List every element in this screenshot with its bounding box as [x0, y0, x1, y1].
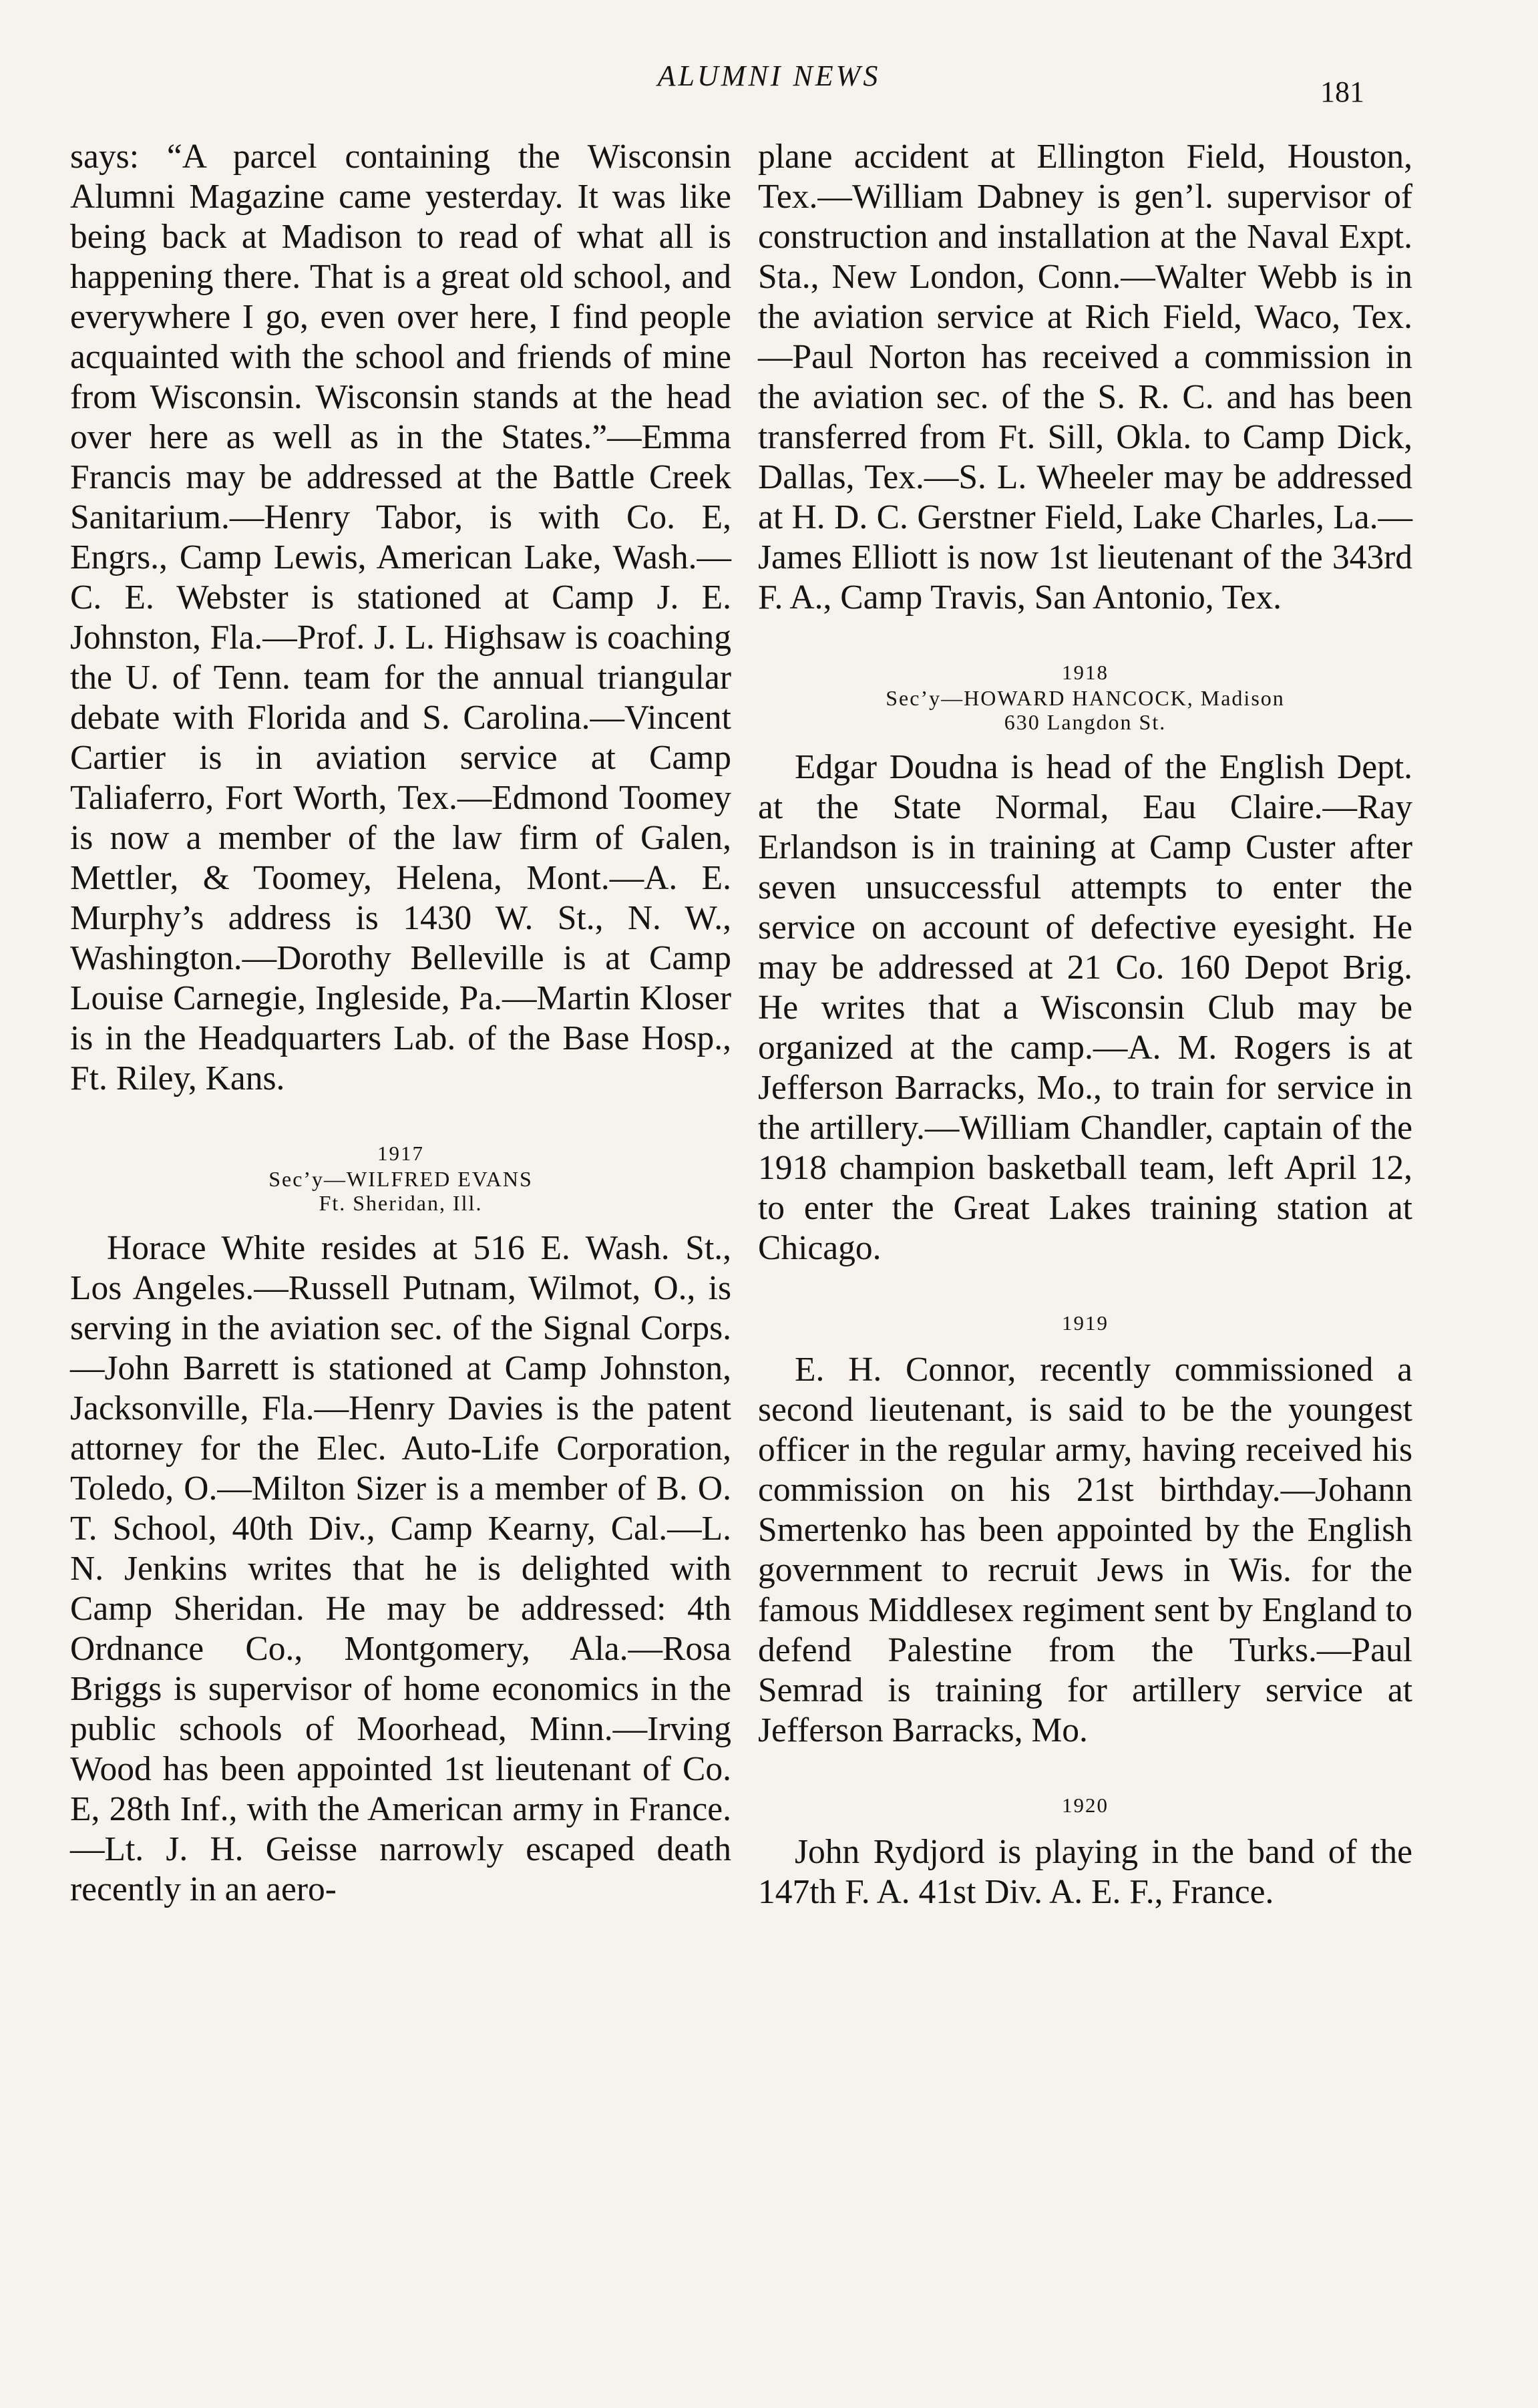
class-notes-1920: John Rydjord is playing in the band of the 147th F. A. 41st Div. A. E. F., France. — [758, 1833, 1412, 1911]
left-column — [70, 137, 731, 1910]
secretary-name-1917: Sec’y—WILFRED EVANS — [268, 1167, 533, 1191]
class-secretary-1918 — [758, 686, 1412, 734]
class-notes-1919: E. H. Connor, recently commissioned a second lieutenant, is said to be the youngest officer in the regular army, having received his commission on his 21st birthday.—Johann Smertenko has been appointed by the English government to recruit Jews in Wis. for the famous Middlesex regiment sent by England to defend Palestine from the Turks.—Paul Semrad is training for artillery service at Jefferson Barracks, Mo. — [758, 1351, 1412, 1749]
continued-paragraph-left: says: “A parcel containing the Wisconsin Alumni Magazine came yesterday. It was like being back at Madison to read of what all is happening there. That is a great old school, and everywhere I go, even over here, I find people acquainted with the school and friends of mine from Wisconsin. Wisconsin stands at the head over here as well as in the States.”—Emma Francis may be addressed at the Battle Creek Sanitarium.—Henry Tabor, is with Co. E, Engrs., Camp Lewis, American Lake, Wash.—C. E. Webster is stationed at Camp J. E. Johnston, Fla.—Prof. J. L. Highsaw is coaching the U. of Tenn. team for the annual triangular debate with Florida and S. Carolina.—Vincent Cartier is in aviation service at Camp Taliaferro, Fort Worth, Tex.—Edmond Toomey is now a member of the law firm of Galen, Mettler, & Toomey, Helena, Mont.—A. E. Murphy’s address is 1430 W. St., N. W., Washington.—Dorothy Belleville is at Camp Louise Carnegie, Ingleside, Pa.—Martin Kloser is in the Headquarters Lab. of the Base Hosp., Ft. Riley, Kans. — [70, 138, 731, 1097]
continued-paragraph-right: plane accident at Ellington Field, Houston, Tex.—William Dabney is gen’l. supervisor of construction and installation at the Naval Expt. Sta., New London, Conn.—Walter Webb is in the aviation service at Rich Field, Waco, Tex.—Paul Norton has received a commission in the aviation sec. of the S. R. C. and has been transferred from Ft. Sill, Okla. to Camp Dick, Dallas, Tex.—S. L. Wheeler may be addressed at H. D. C. Gerstner Field, Lake Charles, La.—James Elliott is now 1st lieutenant of the 343rd F. A., Camp Travis, San Antonio, Tex. — [758, 138, 1412, 617]
class-heading-1919: 1919 — [1062, 1311, 1109, 1335]
running-title: ALUMNI NEWS — [657, 59, 881, 92]
class-notes-1917: Horace White resides at 516 E. Wash. St., Los Angeles.—Russell Putnam, Wilmot, O., is serving in the aviation sec. of the Signal Corps.—John Barrett is stationed at Camp Johnston, Jacksonville, Fla.—Henry Davies is the patent attorney for the Elec. Auto-Life Corporation, Toledo, O.—Milton Sizer is a member of B. O. T. School, 40th Div., Camp Kearny, Cal.—L. N. Jenkins writes that he is delighted with Camp Sheridan. He may be addressed: 4th Ordnance Co., Montgomery, Ala.—Rosa Briggs is supervisor of home economics in the public schools of Moorhead, Minn.—Irving Wood has been appointed 1st lieutenant of Co. E, 28th Inf., with the American army in France.—Lt. J. H. Geisse narrowly escaped death recently in an aero- — [70, 1229, 731, 1908]
class-heading-1920: 1920 — [1062, 1793, 1109, 1817]
class-heading-1918: 1918 — [1062, 661, 1109, 684]
page-number: 181 — [1320, 75, 1364, 108]
class-heading-1917: 1917 — [377, 1142, 424, 1165]
right-column — [758, 137, 1412, 1912]
secretary-name-1918: Sec’y—HOWARD HANCOCK, Madison — [886, 686, 1285, 710]
class-secretary-1917 — [70, 1167, 731, 1215]
secretary-address-1918: 630 Langdon St. — [1004, 710, 1167, 734]
class-notes-1918: Edgar Doudna is head of the English Dept. at the State Normal, Eau Claire.—Ray Erlandson is in training at Camp Custer after seven unsuccessful attempts to enter the service on account of defective eyesight. He may be addressed at 21 Co. 160 Depot Brig. He writes that a Wisconsin Club may be organized at the camp.—A. M. Rogers is at Jefferson Barracks, Mo., to train for service in the artillery.—William Chandler, captain of the 1918 champion basketball team, left April 12, to enter the Great Lakes training station at Chicago. — [758, 748, 1412, 1267]
secretary-address-1917: Ft. Sheridan, Ill. — [319, 1191, 483, 1215]
